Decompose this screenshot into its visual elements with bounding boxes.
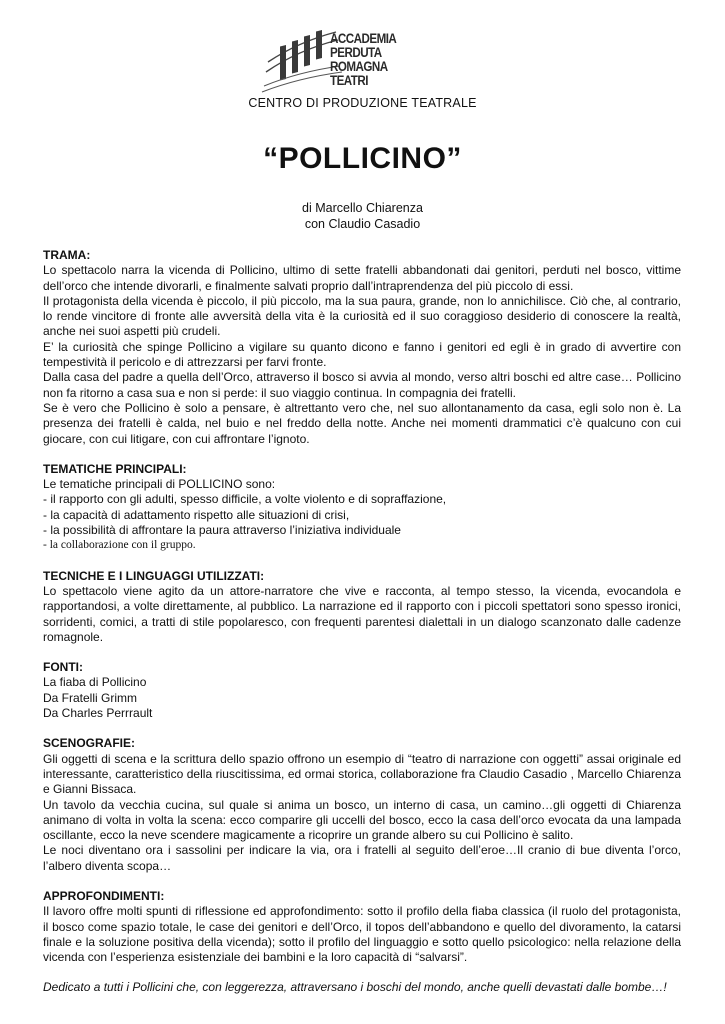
list-item: - il rapporto con gli adulti, spesso difficile, a volte violento e di sopraffazione, (43, 492, 447, 507)
paragraph: Un tavolo da vecchia cucina, sul quale si anima un bosco, un interno di casa, un camino…gli oggetti di Chiarenza animano di volta in volta la scena: ecco comparire gli uccelli del bosco, ecco la casa dell’orco evocata da una lampada oscillante, ecco la neve scendere magicamente a ricoprire un grande albero su cui Pollicino è salito. (43, 797, 681, 843)
paragraph: Se è vero che Pollicino è solo a pensare, è altrettanto vero che, nel suo allontanamento da casa, egli solo non è. La presenza dei fratelli è calda, nel buio e nel freddo della notte. Anche nei momenti drammatici c’è qualcuno con cui giocare, con cui litigare, con cui affrontare l’ignoto. (43, 400, 681, 446)
logo-wordmark (330, 32, 396, 88)
logo-line: PERDUTA (330, 45, 382, 60)
section-heading-approfondimenti: APPROFONDIMENTI: (43, 888, 165, 903)
section-heading-tematiche: TEMATICHE PRINCIPALI: (43, 461, 187, 476)
section-heading-trama: TRAMA: (43, 248, 91, 262)
production-center-label: CENTRO DI PRODUZIONE TEATRALE (248, 96, 477, 110)
dedication: Dedicato a tutti i Pollicini che, con leggerezza, attraversano i boschi del mondo, anche quelli devastati dalle bombe…! (43, 980, 667, 995)
author-line: di Marcello Chiarenza (302, 201, 423, 215)
list-item: Da Charles Perrrault (43, 706, 153, 721)
paragraph: Gli oggetti di scena e la scrittura dello spazio offrono un esempio di “teatro di narrazione con oggetti” assai originale ed interessante, caratteristico della riuscitissima, ed ormai storica, collaborazione fra Claudio Casadio , Marcello Chiarenza e Gianni Bissaca. (43, 751, 681, 797)
logo-line: TEATRI (330, 73, 368, 88)
list-intro: Le tematiche principali di POLLICINO sono: (43, 477, 276, 492)
paragraph: Il lavoro offre molti spunti di riflessione ed approfondimento: sotto il profilo della fiaba classica (il ruolo del protagonista, il bosco come spazio totale, le case dei genitori e dell’Orco, il topos dell’abbandono e quello del divoramento, la catarsi finale e la soluzione positiva della vicenda); sotto il profilo del linguaggio e sotto quello psicologico: nella relazione della vicenda con l’esperienza esistenziale dei bambini e la loro capacità di “salvarsi”. (43, 904, 681, 965)
list-item: - la possibilità di affrontare la paura attraverso l’iniziativa individuale (43, 523, 401, 538)
section-heading-fonti: FONTI: (43, 660, 83, 675)
company-logo (258, 22, 402, 102)
logo-line: ROMAGNA (330, 59, 388, 74)
paragraph: Lo spettacolo narra la vicenda di Pollicino, ultimo di sette fratelli abbandonati dai genitori, perduti nel bosco, vittime dell’orco che intende divorarli, e finalmente salvati proprio dall’intraprendenza del più piccolo di essi. (43, 263, 681, 293)
list-item: - la capacità di adattamento rispetto alle situazioni di crisi, (43, 507, 350, 522)
byline (0, 200, 725, 232)
actor-line: con Claudio Casadio (304, 217, 421, 231)
list-item: Da Fratelli Grimm (43, 690, 138, 705)
logo-line: ACCADEMIA (330, 31, 397, 46)
list-item: - la collaborazione con il gruppo. (43, 539, 196, 552)
section-heading-scenografie: SCENOGRAFIE: (43, 736, 136, 751)
paragraph: Le noci diventano ora i sassolini per indicare la via, ora i fratelli al seguito dell’eroe…Il cranio di bue diventa l’orco, l’albero diventa scopa… (43, 843, 681, 873)
paragraph: Il protagonista della vicenda è piccolo, il più piccolo, ma la sua paura, grande, non lo annichilisce. Ciò che, al contrario, lo rende vincitore di fronte alle avversità della vita è la curiosità ed il suo coraggioso desiderio di conoscere la realtà, anche nei suoi aspetti più crudeli. (43, 293, 681, 339)
paragraph: Lo spettacolo viene agito da un attore-narratore che vive e racconta, al tempo stesso, la vicenda, evocandola e rapportandosi, a volte direttamente, al pubblico. La narrazione ed il rapporto con i piccoli spettatori sono spesso ironici, sorridenti, comici, a tratti di stile popolaresco, con frequenti parentesi dialettali in un dialogo scanzonato dalle cadenze romagnole. (43, 583, 681, 644)
list-item: La fiaba di Pollicino (43, 675, 147, 690)
document-body (43, 248, 681, 996)
page-title: “POLLICINO” (263, 142, 462, 175)
section-heading-tecniche: TECNICHE E I LINGUAGGI UTILIZZATI: (43, 568, 265, 583)
paragraph: E’ la curiosità che spinge Pollicino a vigilare su quanto dicono e fanno i genitori ed egli è in grado di avvertire con tempestività il pericolo e di attrezzarsi per farvi fronte. (43, 339, 681, 370)
paragraph: Dalla casa del padre a quella dell’Orco, attraverso il bosco si avvia al mondo, verso altri boschi ed altre case… Pollicino non fa ritorno a casa sua e non si perde: il suo viaggio continua. In compagnia dei fratelli. (43, 370, 681, 400)
